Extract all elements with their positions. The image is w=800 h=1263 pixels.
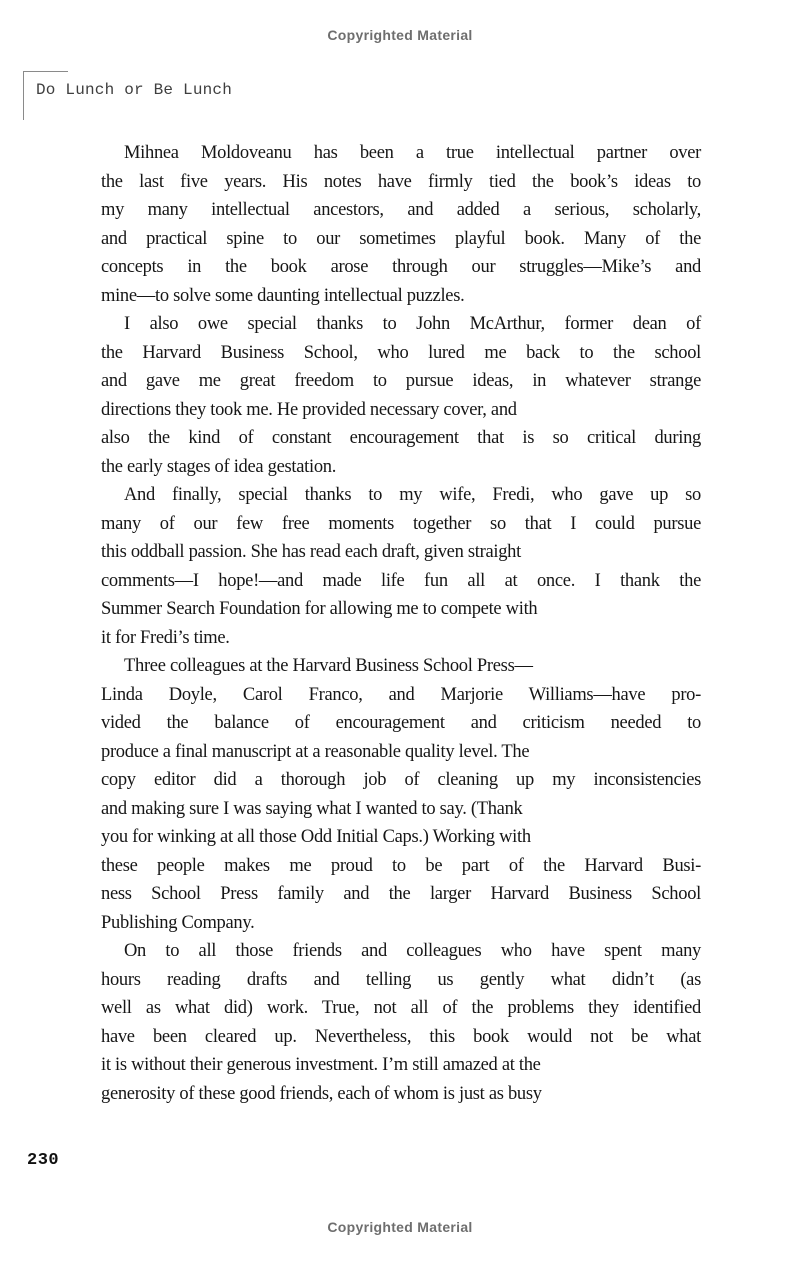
- text-line: vided the balance of encouragement and criticism needed to: [101, 713, 701, 733]
- text-line: also the kind of constant encouragement that is so critical during: [101, 428, 701, 448]
- text-line: Three colleagues at the Harvard Business School Press—: [124, 656, 533, 676]
- page-number: 230: [27, 1151, 60, 1170]
- text-line: these people makes me proud to be part of the Harvard Busi-: [101, 855, 701, 876]
- copyright-banner-bottom: Copyrighted Material: [327, 1219, 473, 1235]
- text-line: this oddball passion. She has read each draft, given straight: [101, 542, 521, 562]
- text-line: the early stages of idea gestation.: [101, 456, 337, 477]
- text-line: the Harvard Business School, who lured me back to the school: [101, 342, 701, 363]
- text-line: generosity of these good friends, each of whom is just as busy: [101, 1083, 542, 1104]
- text-line: I also owe special thanks to John McArthur, former dean of: [124, 314, 701, 334]
- text-line: comments—I hope!—and made life fun all at once. I thank the: [101, 570, 701, 591]
- text-line: directions they took me. He provided necessary cover, and: [101, 399, 517, 420]
- running-header-title: Do Lunch or Be Lunch: [36, 81, 233, 99]
- text-line: hours reading drafts and telling us gently what didn’t (as: [101, 969, 701, 990]
- text-line: you for winking at all those Odd Initial Caps.) Working with: [101, 827, 531, 847]
- text-line: have been cleared up. Nevertheless, this book would not be what: [101, 1026, 701, 1047]
- text-line: concepts in the book arose through our struggles—Mike’s and: [101, 257, 701, 277]
- text-line: and gave me great freedom to pursue ideas, in whatever strange: [101, 371, 701, 391]
- text-line: Summer Search Foundation for allowing me to compete with: [101, 599, 538, 619]
- text-line: copy editor did a thorough job of cleaning up my inconsistencies: [101, 770, 701, 790]
- header-bracket-horizontal-rule: [23, 71, 68, 72]
- text-line: and practical spine to our sometimes playful book. Many of the: [101, 228, 701, 249]
- text-line: mine—to solve some daunting intellectual puzzles.: [101, 285, 465, 306]
- text-line: On to all those friends and colleagues who have spent many: [124, 941, 701, 961]
- text-line: it is without their generous investment. I’m still amazed at the: [101, 1055, 541, 1075]
- text-line: Linda Doyle, Carol Franco, and Marjorie Williams—have pro-: [101, 684, 701, 705]
- header-bracket-vertical-rule: [23, 71, 24, 120]
- text-line: And finally, special thanks to my wife, Fredi, who gave up so: [124, 485, 701, 505]
- text-line: produce a final manuscript at a reasonable quality level. The: [101, 741, 530, 762]
- text-line: my many intellectual ancestors, and added a serious, scholarly,: [101, 200, 701, 220]
- text-line: it for Fredi’s time.: [101, 627, 230, 648]
- text-line: the last five years. His notes have firmly tied the book’s ideas to: [101, 171, 701, 192]
- text-line: many of our few free moments together so that I could pursue: [101, 513, 701, 534]
- text-line: ness School Press family and the larger Harvard Business School: [101, 884, 701, 904]
- text-line: Publishing Company.: [101, 912, 255, 933]
- copyright-banner-top: Copyrighted Material: [327, 27, 473, 43]
- text-line: and making sure I was saying what I wanted to say. (Thank: [101, 798, 523, 819]
- text-line: well as what did) work. True, not all of the problems they identified: [101, 998, 701, 1018]
- text-line: Mihnea Moldoveanu has been a true intellectual partner over: [124, 143, 701, 163]
- body-text: [101, 139, 701, 1108]
